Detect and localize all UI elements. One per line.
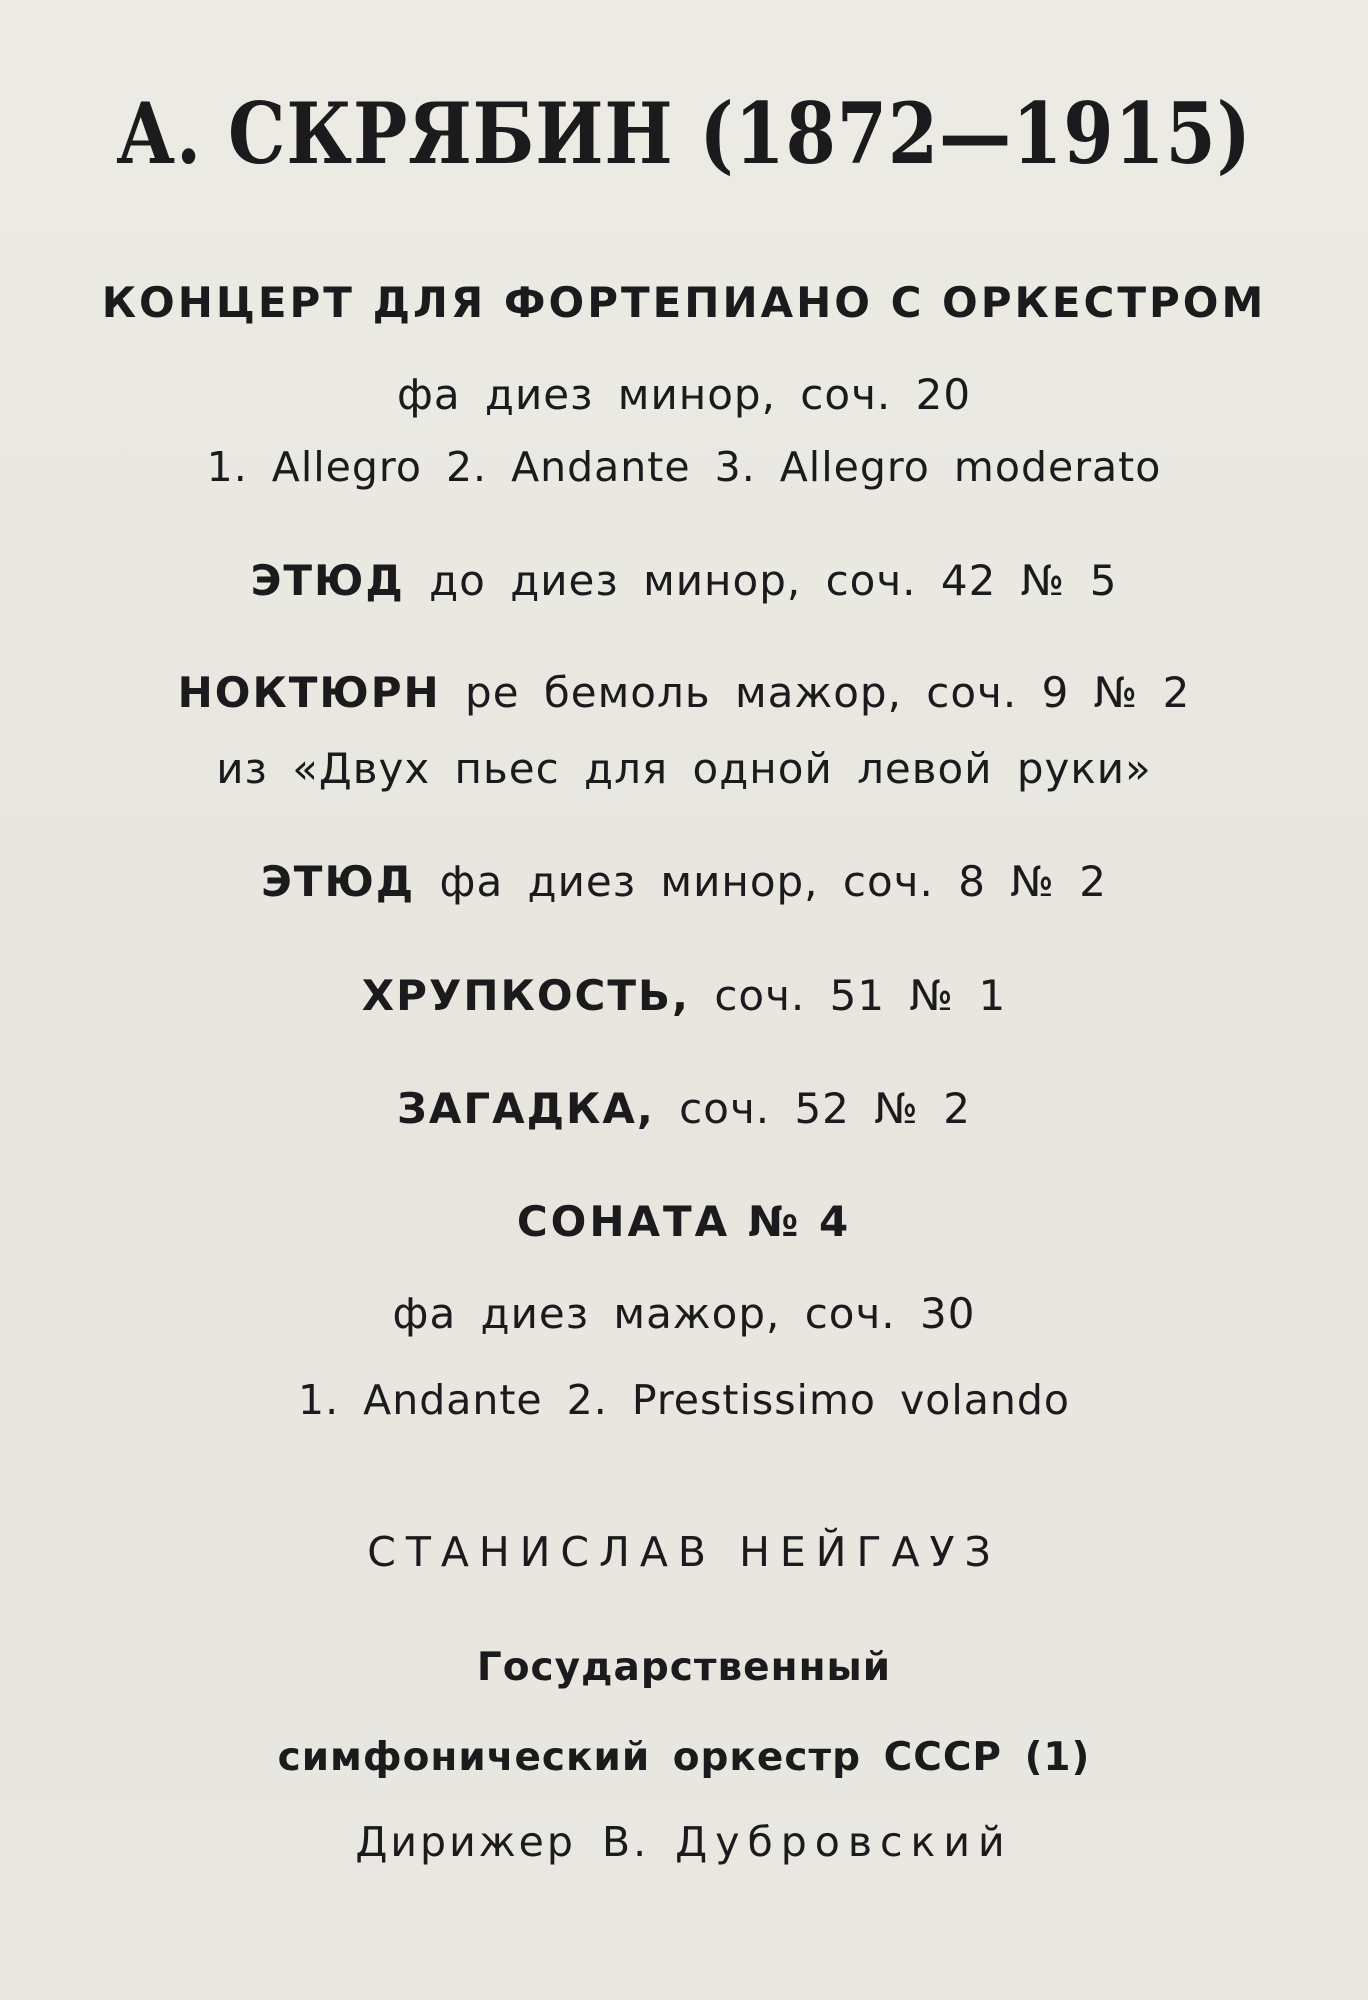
concerto-key: фа диез минор, соч. 20 (396, 370, 972, 419)
sonata-key: фа диез мажор, соч. 30 (392, 1289, 976, 1338)
work-nocturne (0, 668, 1368, 717)
concerto-movements: 1. Allegro 2. Andante 3. Allegro moderato (206, 443, 1162, 491)
concerto-title: КОНЦЕРТ ДЛЯ ФОРТЕПИАНО С ОРКЕСТРОМ (101, 278, 1267, 327)
conductor-line (0, 1818, 1368, 1866)
conductor-label: Дирижер В. (355, 1818, 650, 1866)
work-title: ЭТЮД (250, 556, 405, 605)
work-detail: соч. 51 № 1 (714, 971, 1007, 1020)
work-nocturne-note: из «Двух пьес для одной левой руки» (216, 744, 1152, 793)
orchestra-line-1: Государственный (476, 1645, 892, 1690)
sonata-movements: 1. Andante 2. Prestissimo volando (298, 1376, 1070, 1424)
work-detail: до диез минор, соч. 42 № 5 (429, 556, 1118, 605)
work-etude-1 (0, 556, 1368, 605)
orchestra-line-2: симфонический оркестр СССР (1) (277, 1735, 1091, 1780)
work-title: ХРУПКОСТЬ, (361, 971, 690, 1020)
conductor-name: Дубровский (675, 1818, 1013, 1866)
work-fragility (0, 971, 1368, 1020)
work-title: ЭТЮД (260, 857, 416, 906)
work-detail: фа диез минор, соч. 8 № 2 (439, 857, 1108, 906)
work-detail: ре бемоль мажор, соч. 9 № 2 (465, 668, 1191, 717)
work-title: НОКТЮРН (177, 668, 441, 717)
work-detail: соч. 52 № 2 (679, 1084, 972, 1133)
performer-name: СТАНИСЛАВ НЕЙГАУЗ (367, 1528, 1001, 1576)
composer-title: А. СКРЯБИН (1872—1915) (116, 84, 1252, 183)
work-etude-2 (0, 857, 1368, 906)
work-enigma (0, 1084, 1368, 1133)
sonata-title: СОНАТА № 4 (516, 1197, 852, 1246)
work-title: ЗАГАДКА, (396, 1084, 655, 1133)
